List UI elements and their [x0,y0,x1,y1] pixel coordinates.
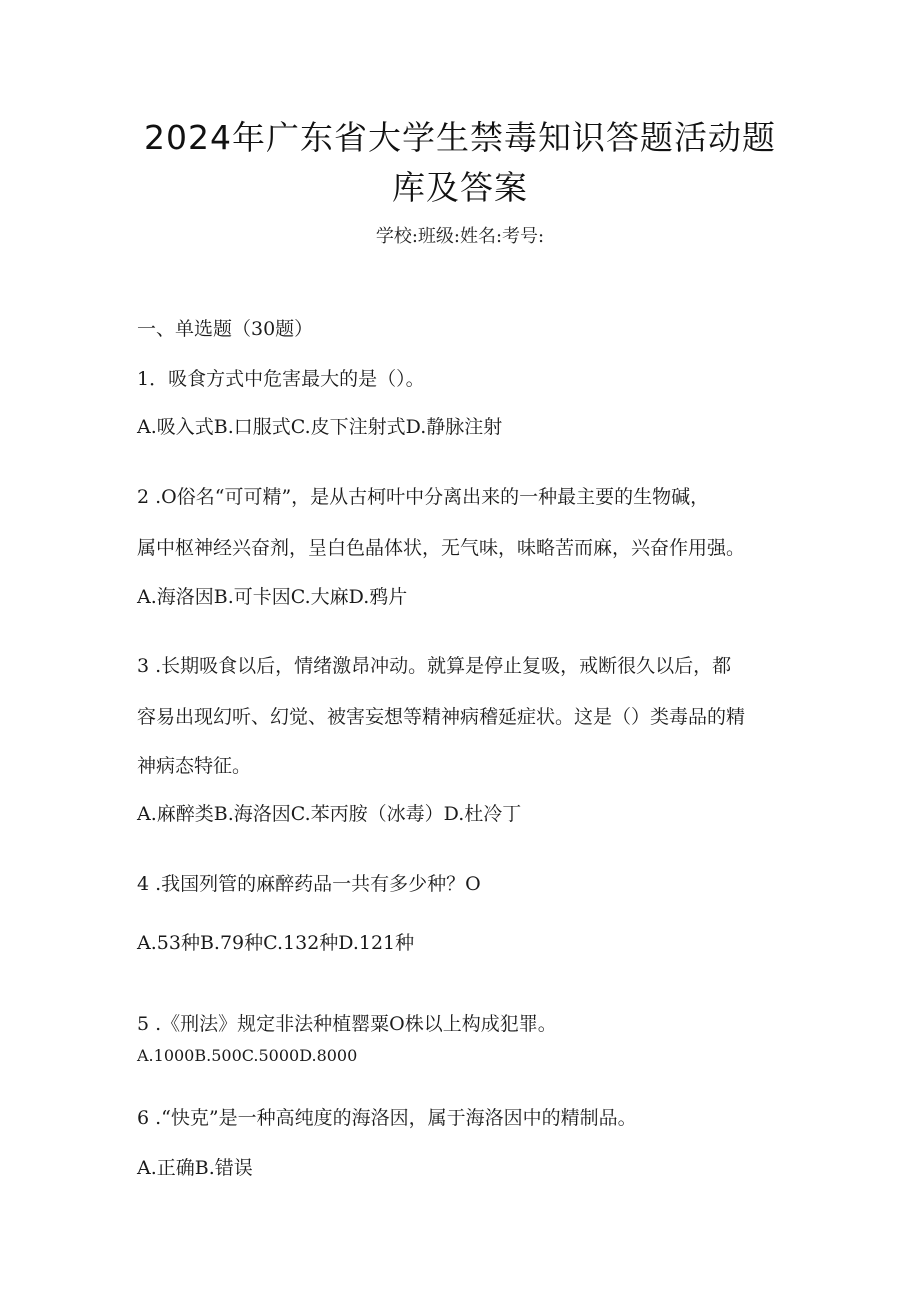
question-1-options: A.吸入式B.口服式C.皮下注射式D.静脉注射 [137,416,503,438]
question-5-text: 5 .《刑法》规定非法种植罂粟O株以上构成犯罪。 [137,1013,557,1035]
question-2-options: A.海洛因B.可卡因C.大麻D.鸦片 [137,586,408,608]
student-info-line: 学校:班级:姓名:考号: [375,226,545,247]
question-1-text: 1．吸食方式中危害最大的是（）。 [137,368,425,390]
question-5-options: A.1000B.500C.5000D.8000 [137,1046,358,1065]
question-6-text: 6 .“快克”是一种高纯度的海洛因，属于海洛因中的精制品。 [137,1107,637,1129]
question-4-text: 4 .我国列管的麻醉药品一共有多少种？O [137,873,481,895]
question-3-options: A.麻醉类B.海洛因C.苯丙胺（冰毒）D.杜冷丁 [137,803,522,825]
question-4-options: A.53种B.79种C.132种D.121种 [137,932,415,954]
question-3-text-line-3: 神病态特征。 [137,755,252,777]
section-heading: 一、单选题（30题） [137,318,314,340]
document-title-line-1: 2024年广东省大学生禁毒知识答题活动题 [144,118,776,157]
question-6-options: A.正确B.错误 [137,1157,253,1179]
document-title-line-2: 库及答案 [392,168,528,207]
question-3-text-line-2: 容易出现幻听、幻觉、被害妄想等精神病稽延症状。这是（）类毒品的精 [137,706,746,728]
question-2-text-line-1: 2 .O俗名“可可精”，是从古柯叶中分离出来的一种最主要的生物碱， [137,486,710,508]
question-2-text-line-2: 属中枢神经兴奋剂，呈白色晶体状，无气味，味略苦而麻，兴奋作用强。 [137,537,746,559]
question-3-text-line-1: 3 .长期吸食以后，情绪激昂冲动。就算是停止复吸，戒断很久以后，都 [137,655,732,677]
